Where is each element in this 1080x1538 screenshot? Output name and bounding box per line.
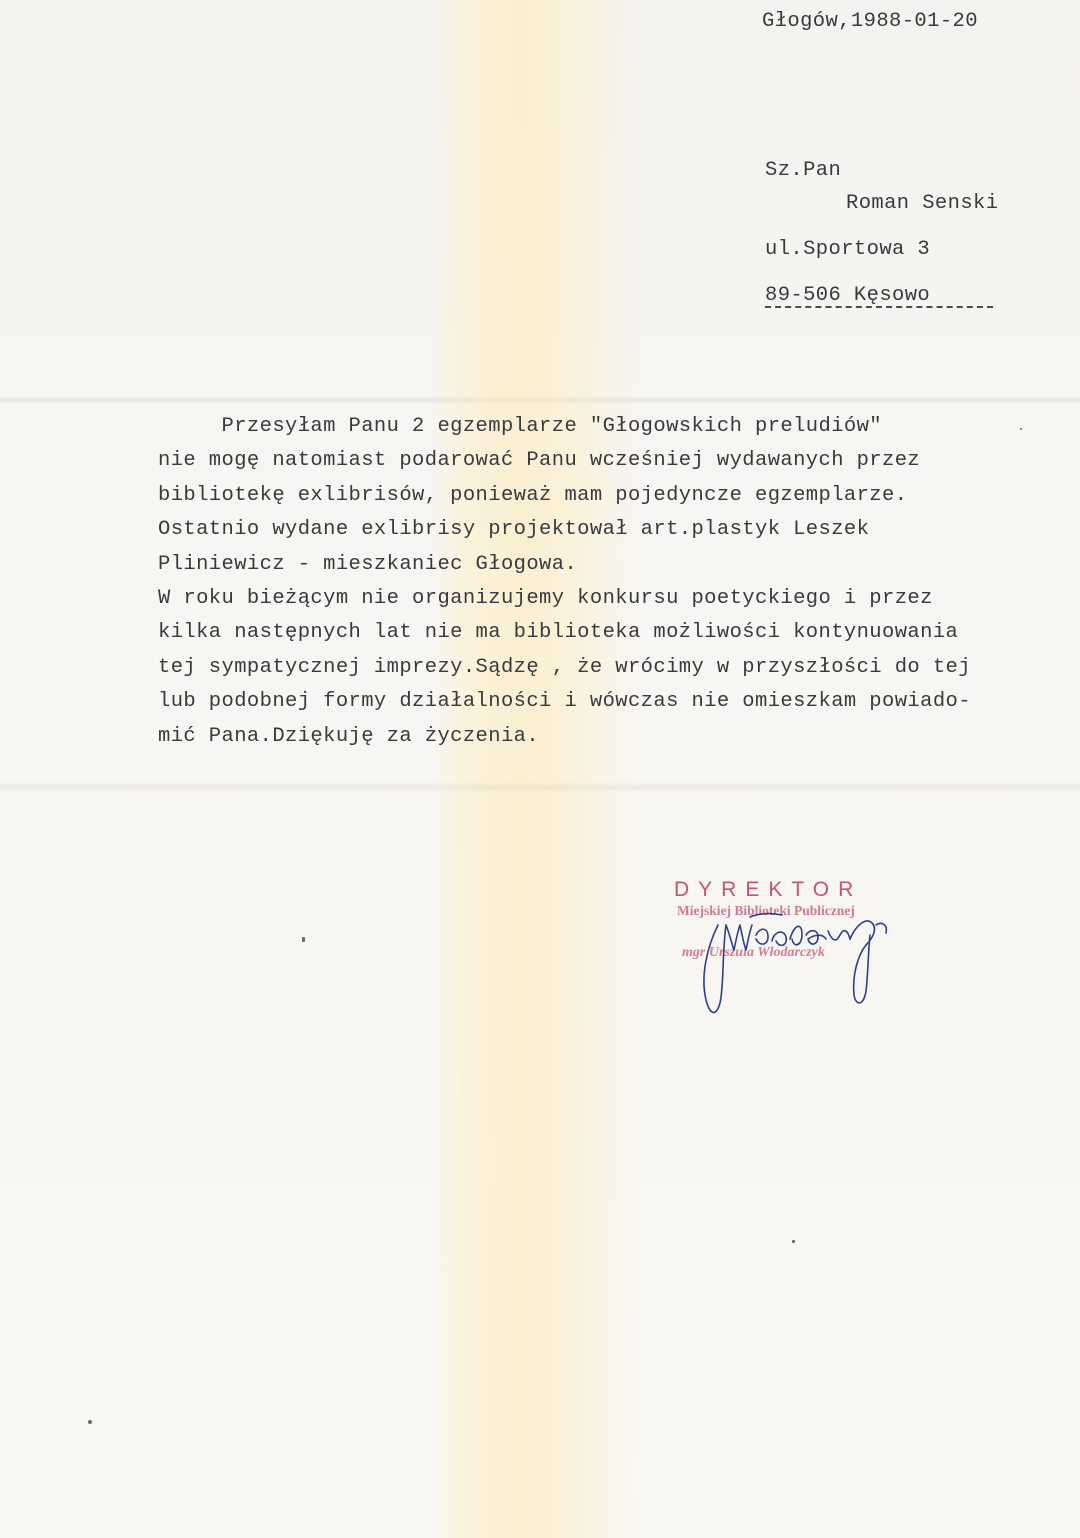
recipient-street: ul.Sportowa 3 <box>765 238 931 261</box>
recipient-city: 89-506 Kęsowo <box>765 284 931 307</box>
body-line: Pliniewicz - mieszkaniec Głogowa. <box>158 552 578 576</box>
body-line: kilka następnych lat nie ma biblioteka możliwości kontynuowania <box>158 621 959 645</box>
body-line: bibliotekę exlibrisów, ponieważ mam pojedyncze egzemplarze. <box>158 483 908 507</box>
recipient-salutation: Sz.Pan <box>765 159 842 182</box>
body-line: Przesyłam Panu 2 egzemplarze "Głogowskich preludiów" <box>158 415 883 438</box>
paper-speck <box>792 1240 795 1243</box>
paper-speck <box>1020 428 1022 430</box>
body-line: nie mogę natomiast podarować Panu wcześniej wydawanych przez <box>158 449 921 473</box>
paper-fold <box>0 782 1080 792</box>
stamp-institution: Miejskiej Biblioteki Publicznej <box>677 903 855 918</box>
paper-fold <box>0 395 1080 405</box>
body-line: W roku bieżącym nie organizujemy konkursu poetyckiego i przez <box>158 586 933 610</box>
paper-speck <box>302 937 305 942</box>
body-line: tej sympatycznej imprezy.Sądzę , że wrócimy w przyszłości do tej <box>158 655 971 679</box>
stamp-person: mgr Urszula Włodarczyk <box>682 945 825 960</box>
recipient-name: Roman Senski <box>846 192 999 215</box>
letter-date: Głogów,1988-01-20 <box>762 10 978 33</box>
handwritten-signature <box>690 895 910 1025</box>
body-line: Ostatnio wydane exlibrisy projektował art.plastyk Leszek <box>158 518 870 542</box>
paper-speck <box>88 1420 92 1424</box>
stamp-title: DYREKTOR <box>674 878 863 901</box>
body-line: mić Pana.Dziękuję za życzenia. <box>158 724 540 748</box>
address-underline <box>765 306 993 308</box>
letter-body <box>158 410 1038 754</box>
body-line: lub podobnej formy działalności i wówczas nie omieszkam powiado- <box>158 690 971 714</box>
